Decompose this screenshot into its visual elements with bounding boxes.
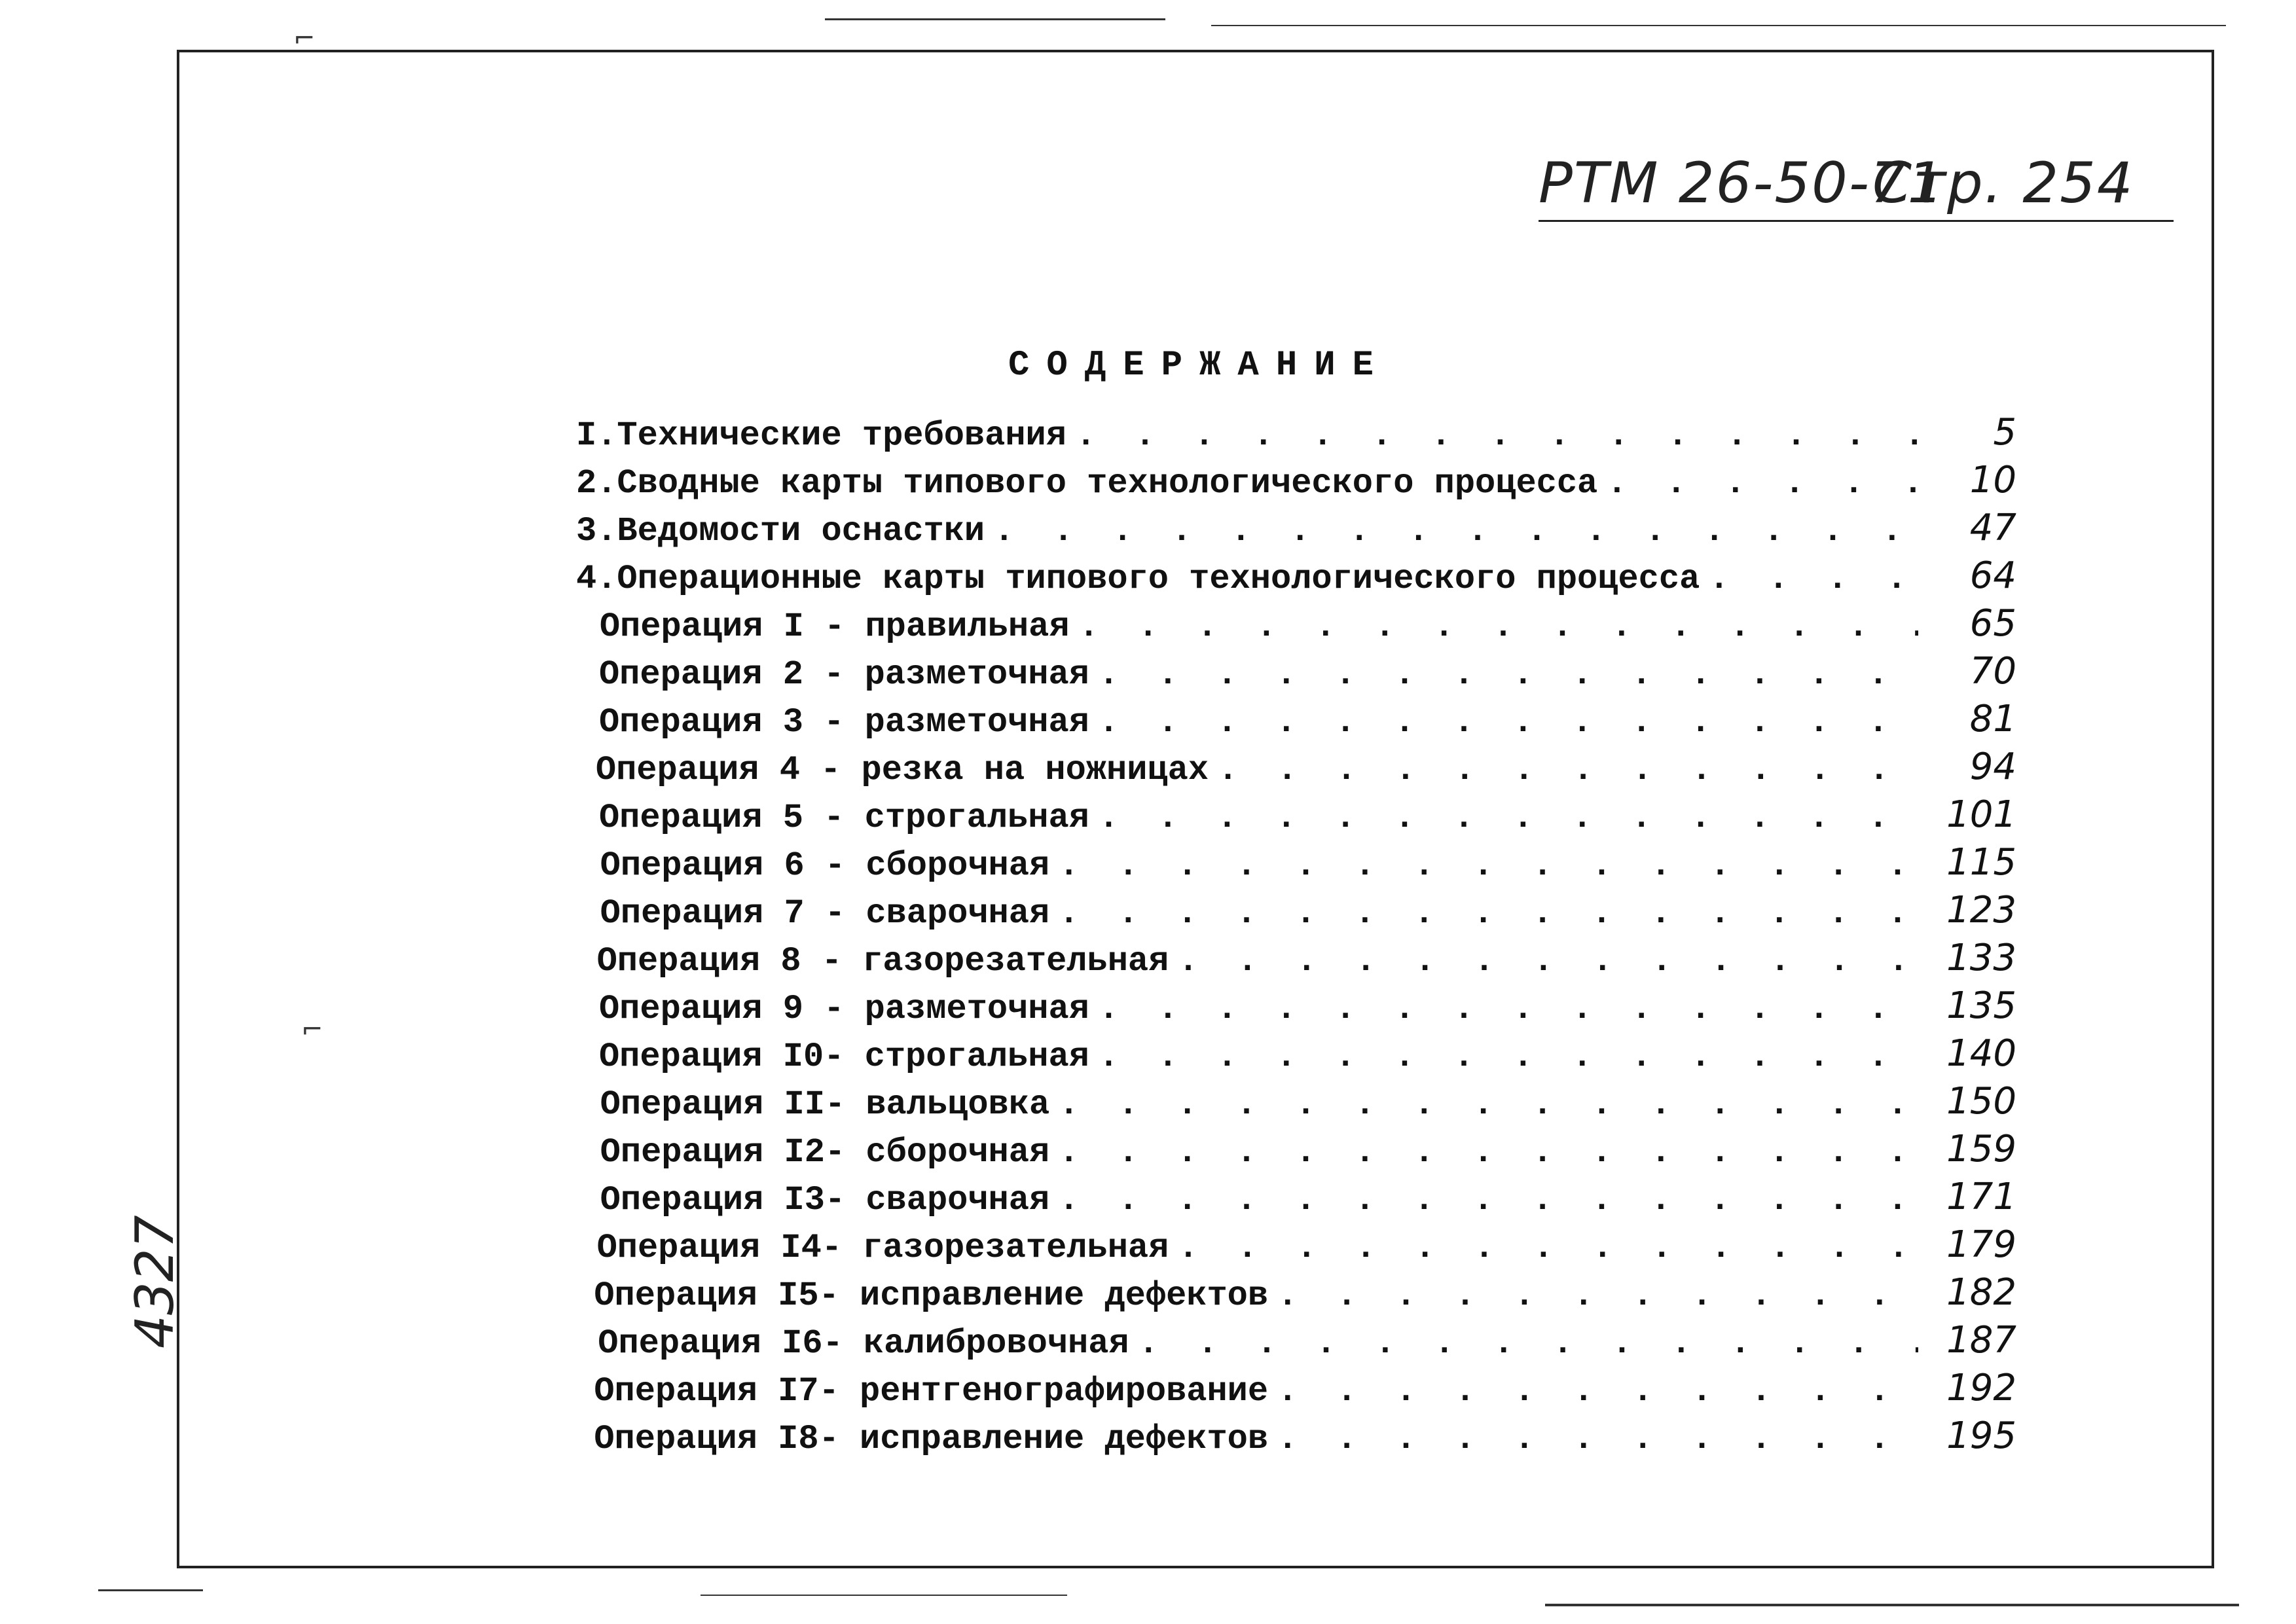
toc-entry	[576, 1223, 2016, 1271]
toc-entry-page: 171	[1946, 1176, 2016, 1218]
toc-leader-dots	[1059, 846, 1918, 885]
toc-entry	[576, 554, 2016, 602]
toc-entry	[576, 1367, 2016, 1415]
toc-leader-dots	[1059, 894, 1918, 933]
bottom-rule-line-right	[1545, 1604, 2239, 1606]
toc-entry-page: 101	[1946, 793, 2016, 836]
toc-leader-dots	[1059, 1181, 1918, 1219]
toc-entry-page: 81	[1969, 698, 2016, 740]
toc-entry-page: 47	[1969, 507, 2016, 549]
toc-entry-number: 4.	[576, 560, 617, 598]
page-title: СОДЕРЖАНИЕ	[1008, 346, 1391, 386]
toc-entry	[576, 1415, 2016, 1462]
toc-entry-title: Операция 3 - разметочная	[598, 703, 1089, 742]
toc-entry-title: Операция 2 - разметочная	[598, 655, 1089, 694]
toc-leader-dots	[1277, 1420, 1918, 1458]
toc-entry	[576, 937, 2016, 984]
toc-leader-dots	[1099, 655, 1918, 694]
toc-entry-title: Операция 5 - строгальная	[598, 799, 1089, 837]
toc-entry	[576, 1176, 2016, 1223]
corner-mark: ⌐	[293, 24, 316, 54]
toc-leader-dots	[1099, 799, 1918, 837]
toc-entry-title: Операция I5- исправление дефектов	[594, 1276, 1269, 1315]
toc-entry-title: Ведомости оснастки	[617, 512, 985, 550]
toc-entry	[576, 650, 2016, 698]
table-of-contents	[576, 411, 2016, 1462]
toc-entry-title: Операция 8 - газорезательная	[596, 942, 1169, 981]
toc-entry	[576, 1319, 2016, 1367]
toc-entry-page: 133	[1946, 937, 2016, 979]
toc-entry-title: Операция I4- газорезательная	[596, 1229, 1169, 1267]
toc-entry	[576, 889, 2016, 937]
toc-entry-page: 65	[1969, 602, 2016, 645]
toc-entry-page: 195	[1946, 1415, 2016, 1457]
toc-entry-title: Операция I - правильная	[599, 607, 1070, 646]
toc-entry-title: Операция I7- рентгенографирование	[594, 1372, 1269, 1411]
margin-mark: ⌐	[301, 1015, 323, 1045]
top-rule-line	[825, 18, 1165, 20]
toc-entry	[576, 746, 2016, 793]
toc-entry	[576, 459, 2016, 507]
toc-entry-page: 5	[1993, 411, 2016, 454]
toc-entry-title: Технические требования	[617, 416, 1066, 455]
document-header	[1539, 151, 2134, 223]
toc-entry-page: 187	[1946, 1319, 2016, 1362]
toc-entry-page: 182	[1946, 1271, 2016, 1314]
toc-leader-dots	[1059, 1133, 1918, 1172]
toc-entry-page: 159	[1946, 1128, 2016, 1170]
toc-entry-title: Операция 4 - резка на ножницах	[595, 751, 1209, 789]
toc-entry-title: Операционные карты типового технологического процесса	[617, 560, 1700, 598]
toc-entry	[576, 793, 2016, 841]
toc-entry-title: Операция I0- строгальная	[598, 1038, 1089, 1076]
toc-entry	[576, 1080, 2016, 1128]
document-code: РТМ 26-50-71	[1539, 151, 1944, 222]
toc-entry-page: 70	[1969, 650, 2016, 693]
toc-leader-dots	[1218, 751, 1918, 789]
toc-entry-title: Операция I8- исправление дефектов	[594, 1420, 1269, 1458]
toc-entry-page: 10	[1969, 459, 2016, 501]
toc-entry-page: 64	[1969, 554, 2016, 597]
toc-entry-page: 115	[1946, 841, 2016, 884]
toc-entry-page: 192	[1946, 1367, 2016, 1409]
toc-entry-title: Операция II- вальцовка	[600, 1085, 1050, 1124]
toc-entry-title: Операция 7 - сварочная	[600, 894, 1050, 933]
toc-entry-page: 123	[1946, 889, 2016, 931]
toc-entry-title: Операция I2- сборочная	[600, 1133, 1050, 1172]
toc-leader-dots	[1099, 703, 1918, 742]
toc-leader-dots	[1709, 560, 1918, 598]
bottom-rule-line-mid	[701, 1595, 1067, 1596]
toc-entry	[576, 1128, 2016, 1176]
toc-entry	[576, 1032, 2016, 1080]
toc-leader-dots	[1099, 990, 1918, 1028]
side-archive-number: 4327	[124, 1215, 185, 1348]
toc-leader-dots	[1277, 1372, 1918, 1411]
toc-entry-page: 135	[1946, 984, 2016, 1027]
toc-leader-dots	[1059, 1085, 1918, 1124]
toc-leader-dots	[1277, 1276, 1918, 1315]
toc-entry-number: 3.	[576, 512, 617, 550]
toc-leader-dots	[1079, 607, 1918, 646]
toc-entry	[576, 984, 2016, 1032]
toc-leader-dots	[994, 512, 1918, 550]
toc-entry-title: Сводные карты типового технологического процесса	[617, 464, 1598, 503]
toc-leader-dots	[1139, 1324, 1918, 1363]
toc-entry-page: 94	[1969, 746, 2016, 788]
toc-entry-page: 150	[1946, 1080, 2016, 1123]
toc-entry-page: 179	[1946, 1223, 2016, 1266]
toc-entry-title: Операция 6 - сборочная	[600, 846, 1050, 885]
toc-entry	[576, 507, 2016, 554]
toc-leader-dots	[1178, 942, 1918, 981]
toc-entry-title: Операция 9 - разметочная	[598, 990, 1089, 1028]
toc-entry-page: 140	[1946, 1032, 2016, 1075]
toc-entry-number: I.	[576, 416, 617, 455]
toc-leader-dots	[1178, 1229, 1918, 1267]
toc-entry-number: 2.	[576, 464, 617, 503]
bottom-rule-line	[98, 1589, 203, 1591]
toc-leader-dots	[1607, 464, 1918, 503]
toc-entry	[576, 698, 2016, 746]
top-rule-line-right	[1211, 25, 2226, 26]
toc-entry	[576, 411, 2016, 459]
toc-entry	[576, 1271, 2016, 1319]
toc-leader-dots	[1076, 416, 1918, 455]
toc-entry	[576, 602, 2016, 650]
toc-leader-dots	[1099, 1038, 1918, 1076]
toc-entry-title: Операция I3- сварочная	[600, 1181, 1050, 1219]
toc-entry-title: Операция I6- калибровочная	[598, 1324, 1129, 1363]
toc-entry	[576, 841, 2016, 889]
page-number-label: Стр. 254	[1872, 151, 2174, 222]
